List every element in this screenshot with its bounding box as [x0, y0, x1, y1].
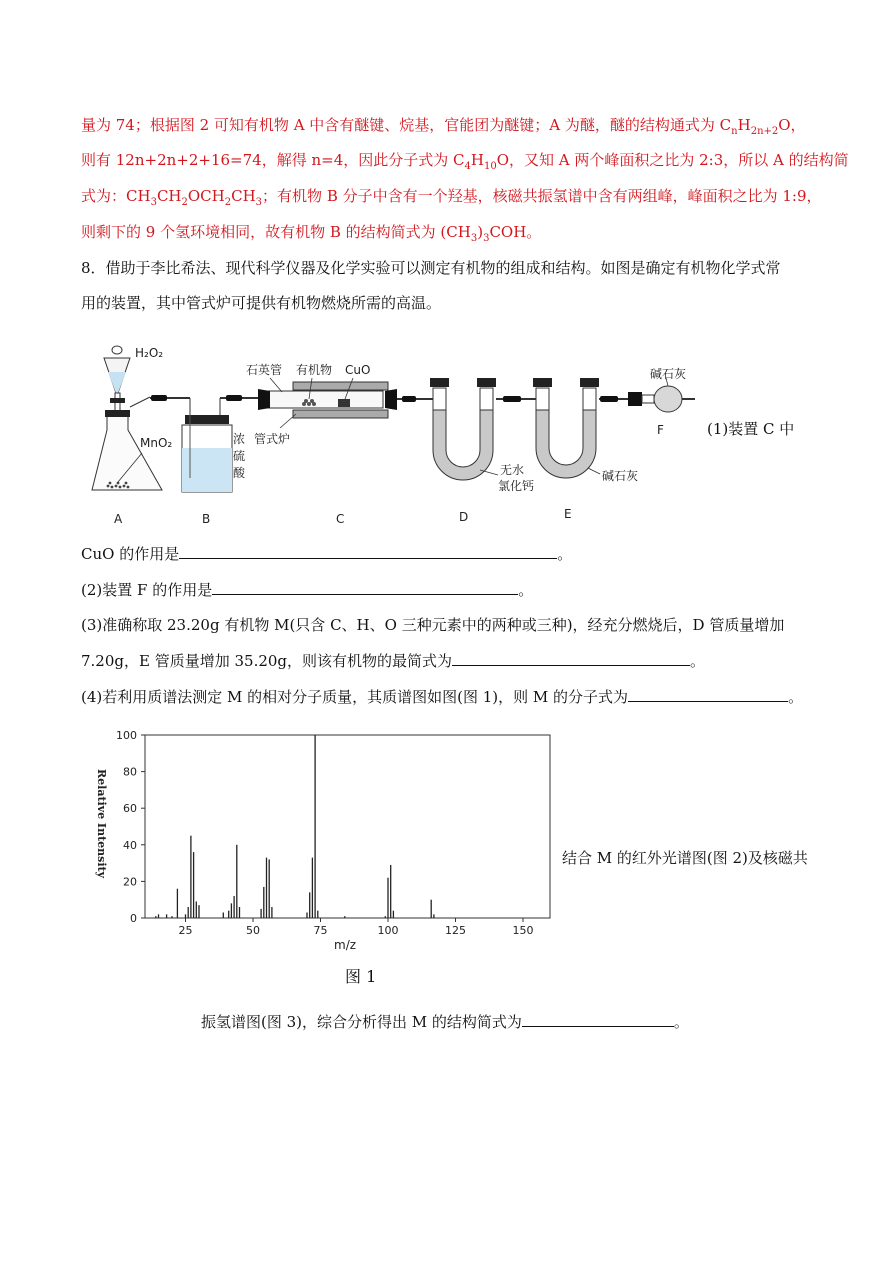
answer-blank-4[interactable] [628, 687, 788, 702]
question-2: (2)装置 F 的作用是 。 [81, 581, 534, 599]
x-tick-label: 75 [313, 924, 328, 937]
apparatus-c [246, 362, 397, 526]
x-tick-label: 25 [178, 924, 193, 937]
question-8-line-1: 8．借助于李比希法、现代科学仪器及化学实验可以测定有机物的组成和结构。如图是确定有机物化学式常 [81, 259, 781, 277]
cacl2-label-1: 无水 [500, 463, 525, 477]
x-tick-label: 100 [377, 924, 399, 937]
y-tick-label: 60 [123, 802, 137, 816]
plot-frame [145, 735, 550, 918]
acid-label-1: 浓 [233, 432, 246, 446]
answer-line-4: 则剩下的 9 个氢环境相同，故有机物 B 的结构简式为 $(CH_3)_3COH$。 [81, 223, 542, 244]
cuo-label: CuO [345, 363, 371, 377]
x-tick-label: 150 [512, 924, 534, 937]
y-tick-label: 80 [123, 765, 137, 779]
mass-spectrum-chart [90, 727, 560, 957]
organic-label: 有机物 [296, 363, 333, 377]
y-tick-label: 0 [130, 912, 137, 925]
label-c: C [336, 512, 345, 526]
mno2-label: MnO₂ [140, 436, 173, 450]
question-3-line-1: (3)准确称取 23.20g 有机物 M(只含 C、H、O 三种元素中的两种或三种)，经充分燃烧后，D 管质量增加 [81, 616, 785, 634]
question-1-right: (1)装置 C 中 [707, 420, 795, 438]
y-tick-label: 20 [123, 875, 137, 889]
apparatus-a [92, 346, 172, 526]
h2o2-label: H₂O₂ [135, 346, 164, 360]
sodalime-e-label: 碱石灰 [602, 469, 639, 483]
answer-line-2: 则有 12n+2n+2+16=74，解得 n=4，因此分子式为 $C_4H_{10}O$，又知 A 两个峰面积之比为 2:3，所以 A 的结构简 [81, 151, 849, 172]
sodalime-f-label: 碱石灰 [650, 367, 687, 381]
label-d: D [459, 510, 469, 524]
question-3-line-2: 7.20g，E 管质量增加 35.20g，则该有机物的最简式为 。 [81, 652, 706, 670]
apparatus-diagram [85, 335, 710, 535]
label-f: F [657, 423, 664, 437]
answer-line-3: 式为：$CH_3CH_2OCH_2CH_3$；有机物 B 分子中含有一个羟基，核磁共振氢谱中含有两组峰，峰面积之比为 1:9， [81, 187, 822, 208]
apparatus-f [628, 366, 695, 437]
answer-blank-5[interactable] [522, 1012, 674, 1027]
cacl2-label-2: 氯化钙 [498, 479, 535, 493]
label-a: A [114, 512, 123, 526]
apparatus-b [182, 398, 246, 526]
label-b: B [202, 512, 211, 526]
question-4-final: 振氢谱图(图 3)，综合分析得出 M 的结构简式为 。 [201, 1013, 689, 1031]
y-tick-label: 40 [123, 838, 137, 852]
y-tick-label: 100 [116, 729, 137, 742]
x-tick-label: 50 [246, 924, 260, 937]
acid-label-2: 硫 [233, 449, 246, 463]
answer-line-1: 量为 74；根据图 2 可知有机物 A 中含有醚键、烷基，官能团为醚键；A 为醚，醚的结构通式为 $C_nH_{2n+2}O$， [81, 116, 806, 137]
question-1: CuO 的作用是 。 [81, 545, 573, 563]
question-4: (4)若利用质谱法测定 M 的相对分子质量，其质谱图如图(图 1)，则 M 的分子式为 。 [81, 688, 804, 706]
quartz-label: 石英管 [246, 363, 283, 377]
label-e: E [564, 507, 572, 521]
question-4-continued: 结合 M 的红外光谱图(图 2)及核磁共 [562, 849, 808, 867]
question-8-line-2: 用的装置，其中管式炉可提供有机物燃烧所需的高温。 [81, 294, 442, 312]
figure-1-caption: 图 1 [345, 967, 377, 986]
answer-blank-1[interactable] [179, 544, 557, 559]
answer-blank-3[interactable] [452, 651, 690, 666]
acid-label-3: 酸 [233, 466, 246, 480]
answer-blank-2[interactable] [212, 580, 518, 595]
x-axis-label: m/z [334, 938, 357, 952]
x-tick-label: 125 [445, 924, 466, 937]
furnace-label: 管式炉 [254, 432, 291, 446]
y-axis-label: Relative Intensity [95, 769, 108, 878]
